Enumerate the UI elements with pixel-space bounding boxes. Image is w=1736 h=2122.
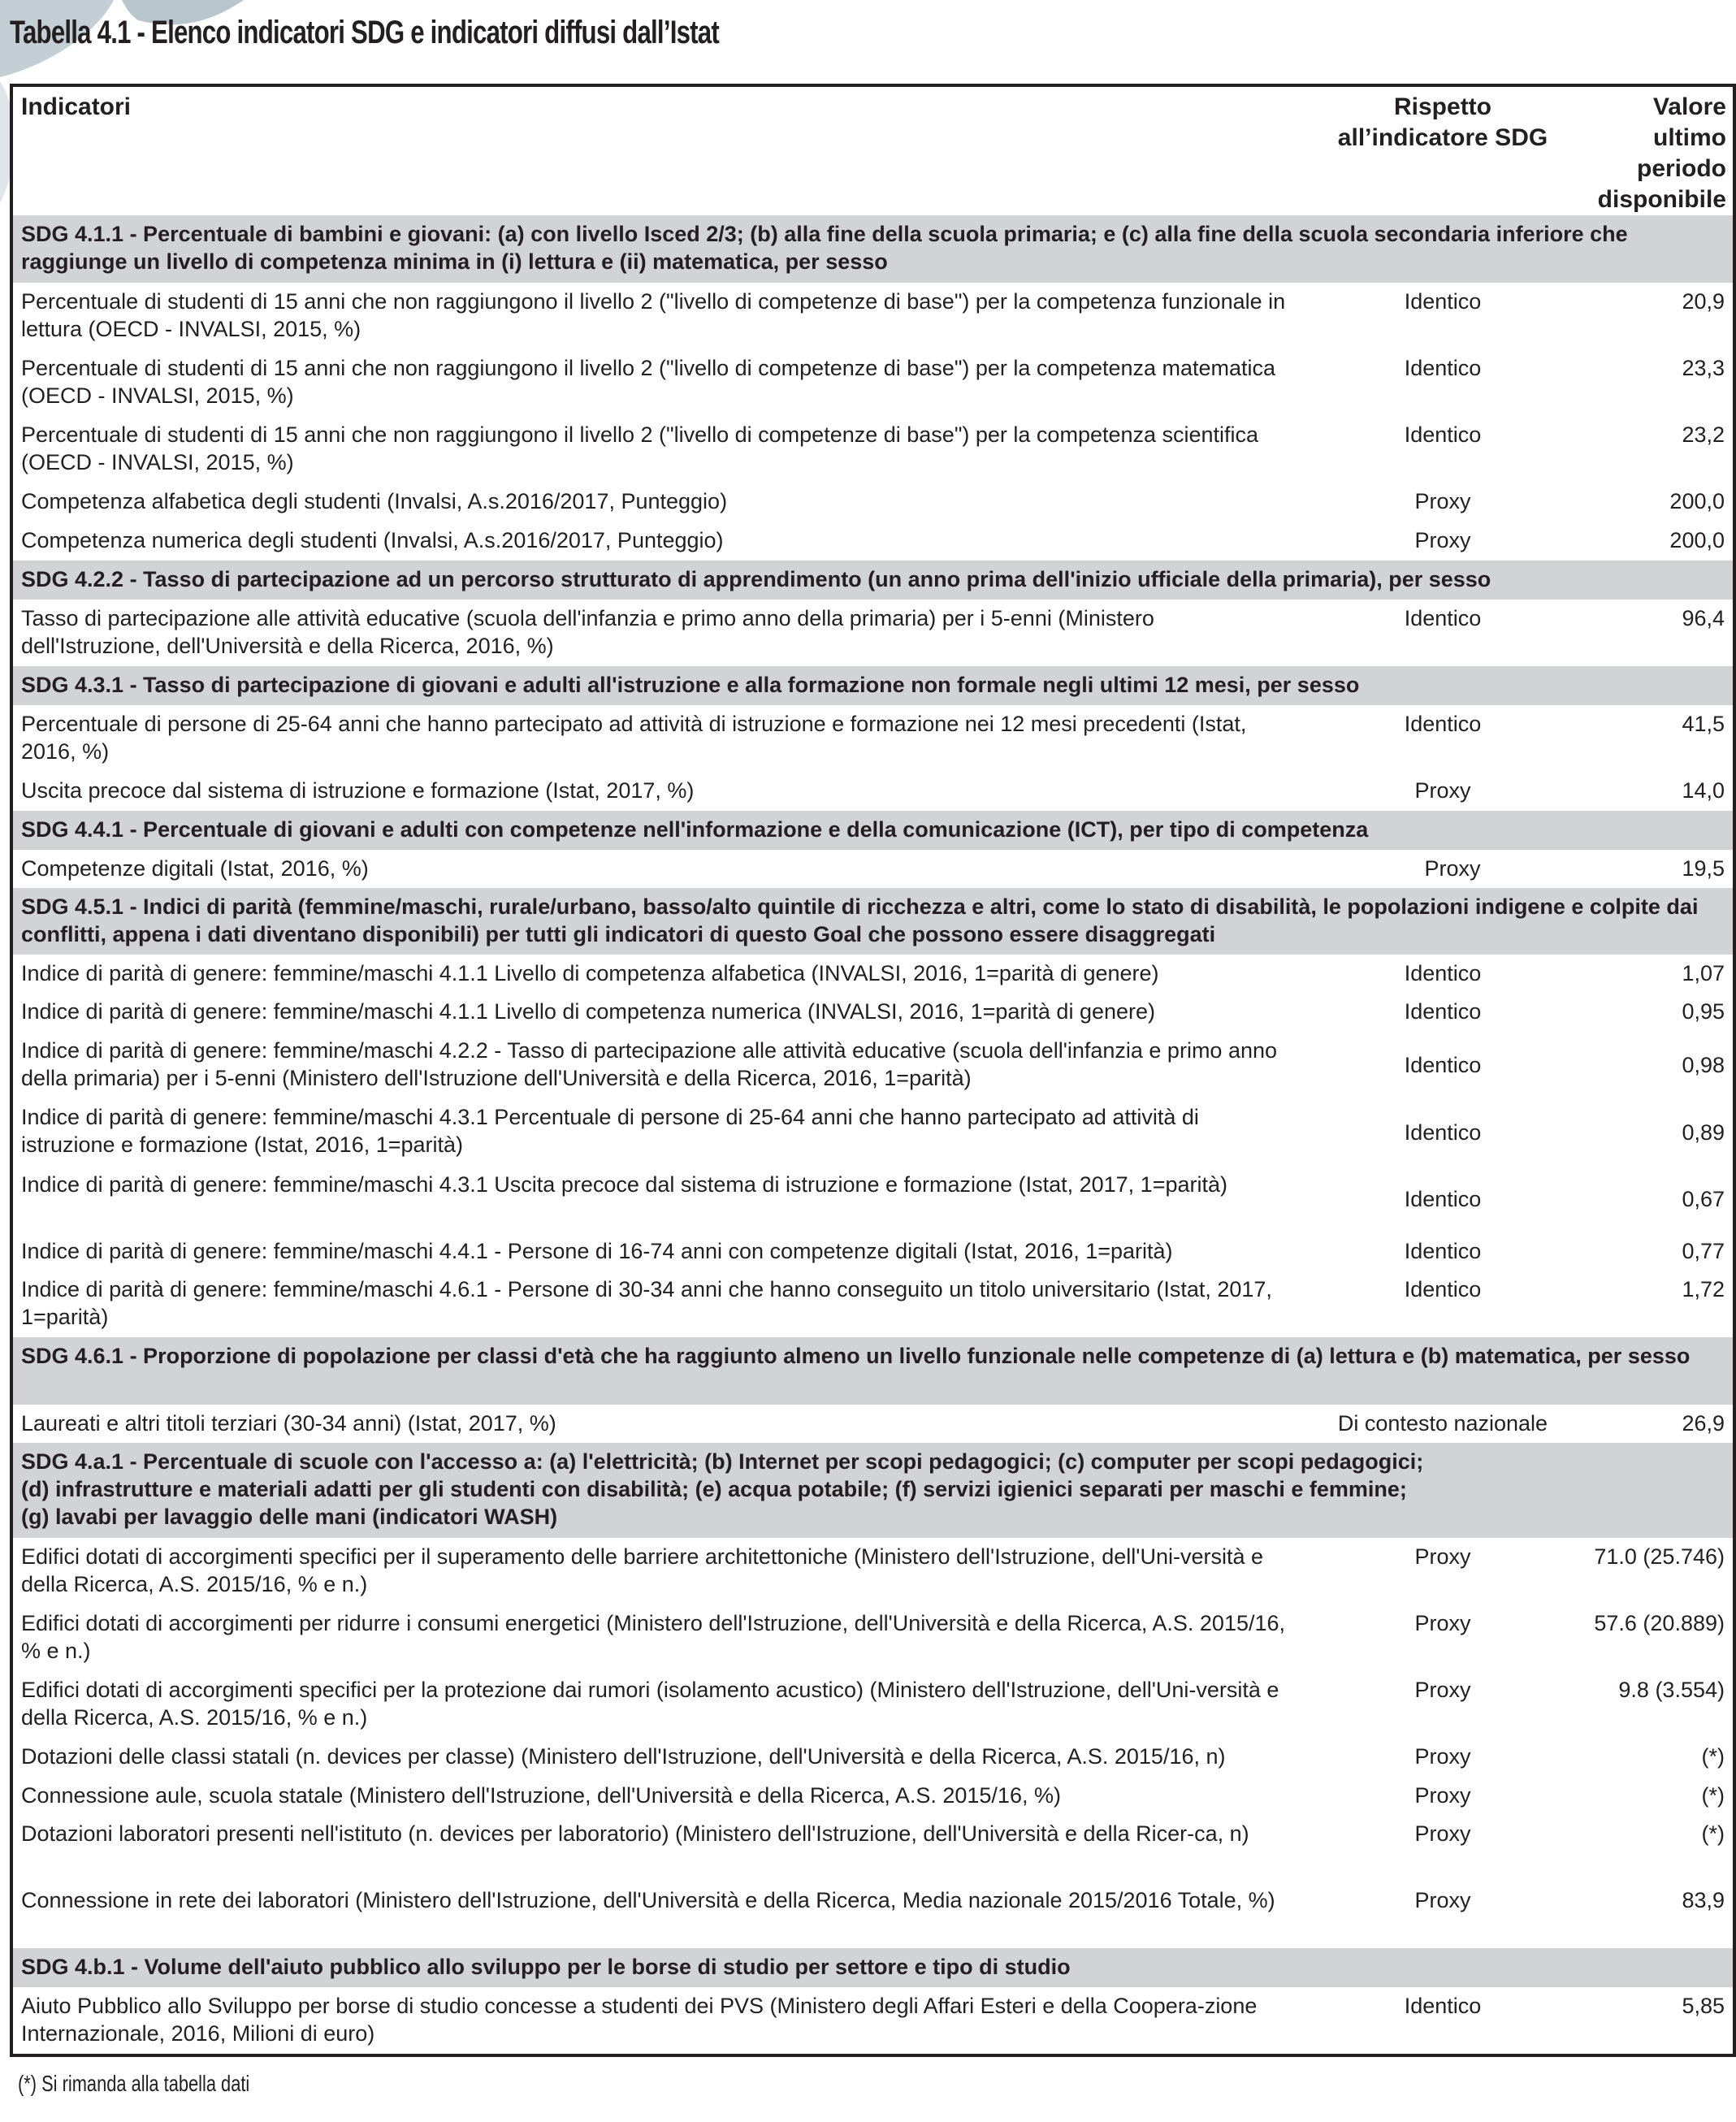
header-valore-line2: ultimo [1653,124,1726,151]
section-header-sdg-4-a-1 [13,1443,1733,1538]
value-cell: 83,9 [1682,1888,1725,1912]
table-row [13,1166,1733,1232]
indicator-cell: Laureati e altri titoli terziari (30-34 anni) (Istat, 2017, %) [21,1411,556,1436]
relation-cell: Proxy [1414,489,1471,513]
table-row [13,1604,1733,1671]
indicator-cell: Edifici dotati di accorgimenti per ridurre i consumi energetici (Ministero dell'Istruzione, dell'Università e della Ricerca, A.S. 2015/16, % e n.) [21,1611,1286,1663]
value-cell: (*) [1701,1744,1725,1769]
header-valore-line1: Valore [1652,93,1726,120]
table-row [13,1987,1733,2054]
table-row [13,772,1733,811]
relation-cell: Identico [1404,1239,1482,1263]
table-row [13,283,1733,349]
indicator-cell: Indice di parità di genere: femmine/maschi 4.1.1 Livello di competenza alfabetica (INVALSI, 2016, 1=parità di genere) [21,961,1159,985]
section-header-sdg-4-5-1: SDG 4.5.1 - Indici di parità (femmine/maschi, rurale/urbano, basso/alto quintile di ricchezza e altri, come lo stato di disabilità, le popolazioni indigene e colpite dai conflitti, appena i dati diventano disponibili) per tutti gli indicatori di questo Goal che possono essere disaggregati [13,888,1733,955]
header-valore-line3: periodo [1637,155,1726,182]
value-cell: (*) [1701,1821,1725,1846]
relation-cell: Proxy [1414,1611,1471,1635]
indicator-cell: Indice di parità di genere: femmine/maschi 4.6.1 - Persone di 30-34 anni che hanno conseguito un titolo universitario (Istat, 2017, 1=parità) [21,1277,1272,1329]
indicator-cell: Aiuto Pubblico allo Sviluppo per borse di studio concesse a studenti dei PVS (Ministero degli Affari Esteri e della Coopera-zione Internazionale, 2016, Milioni di euro) [21,1994,1258,2046]
relation-cell: Proxy [1414,778,1471,803]
table-row [13,1777,1733,1815]
relation-cell: Proxy [1414,528,1471,552]
section-header-sdg-4-3-1: SDG 4.3.1 - Tasso di partecipazione di giovani e adulti all'istruzione e alla formazione non formale negli ultimi 12 mesi, per sesso [13,666,1733,705]
value-cell: 41,5 [1682,712,1725,736]
relation-cell: Identico [1404,422,1482,447]
value-cell: 200,0 [1669,489,1725,513]
table-row [13,1405,1733,1443]
indicators-table [10,84,1736,2057]
section-header-sdg-4-2-2: SDG 4.2.2 - Tasso di partecipazione ad un percorso strutturato di apprendimento (un anno prima dell'inizio ufficiale della primaria), per sesso [13,561,1733,600]
value-cell: 20,9 [1682,289,1725,314]
indicator-cell: Percentuale di persone di 25-64 anni che hanno partecipato ad attività di istruzione e formazione nei 12 mesi precedenti (Istat, 2016, %) [21,712,1247,764]
relation-cell: Identico [1404,1053,1482,1077]
table-row [13,416,1733,483]
table-row [13,1815,1733,1882]
header-valore-line4: disponibile [1597,186,1726,213]
value-cell: 71.0 (25.746) [1594,1544,1725,1569]
value-cell: 0,67 [1682,1187,1725,1211]
value-cell: 23,3 [1682,356,1725,380]
indicator-cell: Competenza alfabetica degli studenti (Invalsi, A.s.2016/2017, Punteggio) [21,489,728,513]
table-row [13,1032,1733,1098]
indicator-cell: Tasso di partecipazione alle attività educative (scuola dell'infanzia e primo anno della primaria) per i 5-enni (Ministero dell'Istruzione, dell'Università e della Ricerca, 2016, %) [21,606,1154,658]
section-header-sdg-4-b-1: SDG 4.b.1 - Volume dell'aiuto pubblico allo sviluppo per le borse di studio per settore e tipo di studio [13,1948,1733,1987]
value-cell: 57.6 (20.889) [1594,1611,1725,1635]
relation-cell: Proxy [1414,1783,1471,1808]
table-row [13,993,1733,1032]
indicator-cell: Indice di parità di genere: femmine/maschi 4.2.2 - Tasso di partecipazione alle attività educative (scuola dell'infanzia e primo anno della primaria) per i 5-enni (Ministero dell'Istruzione dell'Università e della Ricerca, 2016, 1=parità) [21,1038,1278,1090]
value-cell: 23,2 [1682,422,1725,447]
section-title-line3: (g) lavabi per lavaggio delle mani (indicatori WASH) [21,1505,558,1529]
section-header-sdg-4-6-1: SDG 4.6.1 - Proporzione di popolazione per classi d'età che ha raggiunto almeno un livello funzionale nelle competenze di (a) lettura e (b) matematica, per sesso [13,1337,1733,1405]
relation-cell: Identico [1404,1187,1482,1211]
table-header-row [13,87,1733,215]
table-row [13,1738,1733,1777]
indicator-cell: Competenza numerica degli studenti (Invalsi, A.s.2016/2017, Punteggio) [21,528,724,552]
table-row [13,705,1733,772]
section-title-line2: (d) infrastrutture e materiali adatti per gli studenti con disabilità; (e) acqua potabile; (f) servizi igienici separati per maschi e femmine; [21,1477,1407,1501]
indicator-cell: Indice di parità di genere: femmine/maschi 4.4.1 - Persone di 16-74 anni con competenze digitali (Istat, 2016, 1=parità) [21,1239,1173,1263]
relation-cell: Identico [1404,289,1482,314]
value-cell: 9.8 (3.554) [1618,1678,1725,1702]
value-cell: 5,85 [1682,1994,1725,2018]
value-cell: 0,89 [1682,1119,1725,1145]
section-header-sdg-4-4-1: SDG 4.4.1 - Percentuale di giovani e adulti con competenze nell'informazione e della comunicazione (ICT), per tipo di competenza [13,811,1733,850]
relation-cell: Identico [1404,1119,1482,1145]
relation-cell: Di contesto nazionale [1337,1411,1548,1436]
indicator-cell: Dotazioni laboratori presenti nell'istituto (n. devices per laboratorio) (Ministero dell'Istruzione, dell'Università e della Ricer-ca, n) [21,1821,1249,1846]
header-indicatori: Indicatori [21,93,132,120]
table-row [13,1538,1733,1604]
value-cell: 1,72 [1682,1277,1725,1301]
table-row [13,1098,1733,1166]
indicator-cell: Uscita precoce dal sistema di istruzione e formazione (Istat, 2017, %) [21,778,695,803]
relation-cell: Proxy [1414,1744,1471,1769]
section-title-line1: SDG 4.a.1 - Percentuale di scuole con l'accesso a: (a) l'elettricità; (b) Internet per scopi pedagogici; (c) computer per scopi pedagogici; [21,1449,1424,1474]
header-rispetto-line1: Rispetto [1394,93,1491,120]
table-row [13,522,1733,561]
indicator-cell: Connessione in rete dei laboratori (Ministero dell'Istruzione, dell'Università e della Ricerca, Media nazionale 2015/2016 Totale, %) [21,1888,1275,1912]
relation-cell: Identico [1404,961,1482,985]
value-cell: (*) [1701,1783,1725,1808]
indicator-cell: Percentuale di studenti di 15 anni che non raggiungono il livello 2 ("livello di competenze di base") per la competenza matematica (OECD - INVALSI, 2015, %) [21,356,1276,408]
section-header-sdg-4-1-1: SDG 4.1.1 - Percentuale di bambini e giovani: (a) con livello Isced 2/3; (b) alla fine della scuola primaria; e (c) alla fine della scuola secondaria inferiore che raggiunge un livello di competenza minima in (i) lettura e (ii) matematica, per sesso [13,215,1733,283]
relation-cell: Identico [1404,356,1482,380]
value-cell: 26,9 [1682,1411,1725,1436]
indicator-cell: Indice di parità di genere: femmine/maschi 4.1.1 Livello di competenza numerica (INVALSI, 2016, 1=parità di genere) [21,999,1156,1024]
table-row [13,1671,1733,1738]
table-row [13,850,1733,888]
header-valore [1596,92,1726,215]
indicator-cell: Dotazioni delle classi statali (n. devices per classe) (Ministero dell'Istruzione, dell'Università e della Ricerca, A.S. 2015/16, n) [21,1744,1226,1769]
relation-cell: Identico [1404,1994,1482,2018]
value-cell: 200,0 [1669,528,1725,552]
relation-cell: Identico [1404,999,1482,1024]
table-row [13,349,1733,416]
indicator-cell: Connessione aule, scuola statale (Ministero dell'Istruzione, dell'Università e della Ricerca, A.S. 2015/16, %) [21,1783,1061,1808]
value-cell: 0,98 [1682,1053,1725,1077]
relation-cell: Proxy [1414,1678,1471,1702]
value-cell: 14,0 [1682,778,1725,803]
relation-cell: Identico [1404,606,1482,630]
indicator-cell: Percentuale di studenti di 15 anni che non raggiungono il livello 2 ("livello di competenze di base") per la competenza funzionale in lettura (OECD - INVALSI, 2015, %) [21,289,1286,341]
relation-cell: Proxy [1414,1544,1471,1569]
table-row [13,1271,1733,1337]
indicator-cell: Edifici dotati di accorgimenti specifici per la protezione dai rumori (isolamento acustico) (Ministero dell'Istruzione, dell'Uni-versità e della Ricerca, A.S. 2015/16, % e n.) [21,1678,1279,1730]
indicator-cell: Edifici dotati di accorgimenti specifici per il superamento delle barriere architettoniche (Ministero dell'Istruzione, dell'Uni-versità e della Ricerca, A.S. 2015/16, % e n.) [21,1544,1263,1596]
relation-cell: Proxy [1424,856,1481,881]
relation-cell: Identico [1404,712,1482,736]
relation-cell: Proxy [1414,1888,1471,1912]
table-row [13,1232,1733,1271]
footnote: (*) Si rimanda alla tabella dati [18,2071,250,2096]
indicator-cell: Percentuale di studenti di 15 anni che non raggiungono il livello 2 ("livello di competenze di base") per la competenza scientifica (OECD - INVALSI, 2015, %) [21,422,1259,474]
table-row [13,600,1733,666]
table-row [13,483,1733,522]
header-rispetto [1280,92,1605,154]
value-cell: 96,4 [1682,606,1725,630]
value-cell: 0,77 [1682,1239,1725,1263]
value-cell: 0,95 [1682,999,1725,1024]
table-row [13,955,1733,993]
indicator-cell: Indice di parità di genere: femmine/maschi 4.3.1 Percentuale di persone di 25-64 anni che hanno partecipato ad attività di istruzione e formazione (Istat, 2016, 1=parità) [21,1105,1199,1157]
indicator-cell: Competenze digitali (Istat, 2016, %) [21,856,369,881]
table-title: Tabella 4.1 - Elenco indicatori SDG e indicatori diffusi dall’Istat [10,15,719,50]
header-rispetto-line2: all’indicatore SDG [1337,124,1548,151]
relation-cell: Identico [1404,1277,1482,1301]
table-row [13,1882,1733,1948]
relation-cell: Proxy [1414,1821,1471,1846]
indicator-cell: Indice di parità di genere: femmine/maschi 4.3.1 Uscita precoce dal sistema di istruzione e formazione (Istat, 2017, 1=parità) [21,1172,1227,1197]
value-cell: 1,07 [1682,961,1725,985]
value-cell: 19,5 [1682,856,1725,881]
